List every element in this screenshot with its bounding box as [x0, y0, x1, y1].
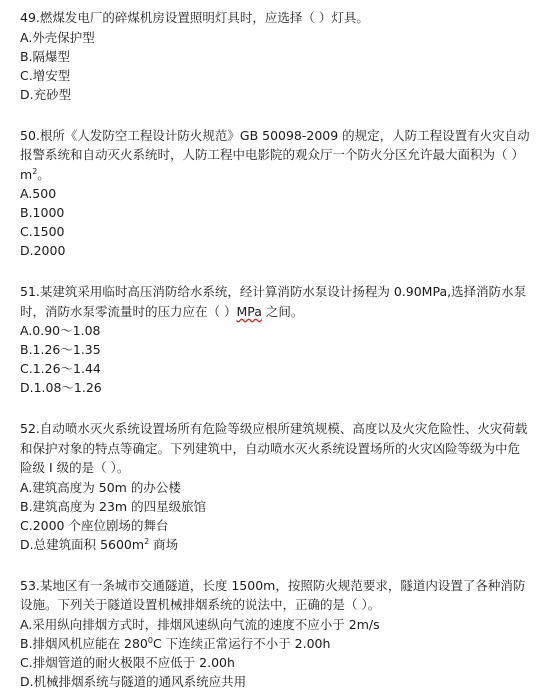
question-stem	[20, 282, 531, 321]
question-49	[20, 8, 531, 104]
option-b: B.1000	[20, 205, 65, 220]
option-a: A.0.90～1.08	[20, 323, 101, 338]
option-c: C.2000 个座位剧场的舞台	[20, 517, 169, 533]
option-text-end: C 下连续正常运行不小于 2.00h	[152, 635, 331, 651]
stem-text: 51.某建筑采用临时高压消防给水系统，经计算消防水泵设计扬程为 0.90MPa,选择消防水泵时，消防水泵零流量时的压力应在（ ）	[20, 284, 527, 319]
option-b: B.隔爆型	[20, 48, 71, 64]
option-c: C.1.26～1.44	[20, 361, 101, 376]
superscript: 2	[32, 166, 38, 176]
option-d	[20, 535, 531, 554]
option-c: C.增安型	[20, 67, 71, 83]
option-d: D.充砂型	[20, 86, 72, 102]
option-d: D.机械排烟系统与隧道的通风系统应共用	[20, 673, 247, 689]
question-stem: 49.燃煤发电厂的碎煤机房设置照明灯具时，应选择（ ）灯具。	[20, 10, 369, 25]
superscript: 2	[144, 536, 150, 546]
stem-text: 50.根所《人发防空工程设计防火规范》GB 50098-2009 的规定，人防工程设置有火灾自动报警系统和自动灭火系统时，人防工程中电影院的观众厅一个防火分区允许最大面积为（ ）m	[20, 127, 530, 182]
option-b: B.1.26～1.35	[20, 342, 101, 357]
option-text-end: 商场	[149, 536, 179, 552]
option-a: A.建筑高度为 50m 的办公楼	[20, 479, 181, 495]
question-52	[20, 419, 531, 554]
question-51	[20, 282, 531, 397]
option-c: C.排烟管道的耐火极限不应低于 2.00h	[20, 654, 235, 670]
question-50	[20, 126, 531, 261]
option-b	[20, 634, 531, 653]
question-53	[20, 576, 531, 691]
option-d: D.2000	[20, 243, 66, 258]
option-text: D.总建筑面积 5600m	[20, 536, 145, 552]
spellcheck-underlined-word: MPa	[236, 303, 262, 319]
option-text: B.排烟风机应能在 280	[20, 635, 148, 651]
superscript: 0	[147, 635, 153, 645]
option-c: C.1500	[20, 224, 65, 239]
question-stem: 53.某地区有一条城市交通隧道，长度 1500m，按照防火规范要求，隧道内设置了各种消防设施。下列关于隧道设置机械排烟系统的说法中，正确的是（ ）。	[20, 577, 526, 612]
option-a: A.外壳保护型	[20, 29, 95, 45]
question-stem: 52.自动喷水灭火系统设置场所有危险等级应根所建筑规模、高度以及火灾危险性、火灾荷载和保护对象的特点等确定。下列建筑中，自动喷水灭火系统设置场所的火灾凶险等级为中危险级 I 级的是（ ）。	[20, 421, 528, 475]
option-b: B.建筑高度为 23m 的四星级旅馆	[20, 498, 207, 514]
option-a: A.500	[20, 186, 57, 201]
option-d: D.1.08～1.26	[20, 380, 102, 395]
option-a: A.采用纵向排烟方式时，排烟风速纵向气流的速度不应小于 2m/s	[20, 616, 380, 632]
stem-text-end: 之间。	[261, 303, 304, 319]
question-stem	[20, 126, 531, 185]
stem-text-end: 。	[37, 166, 50, 182]
